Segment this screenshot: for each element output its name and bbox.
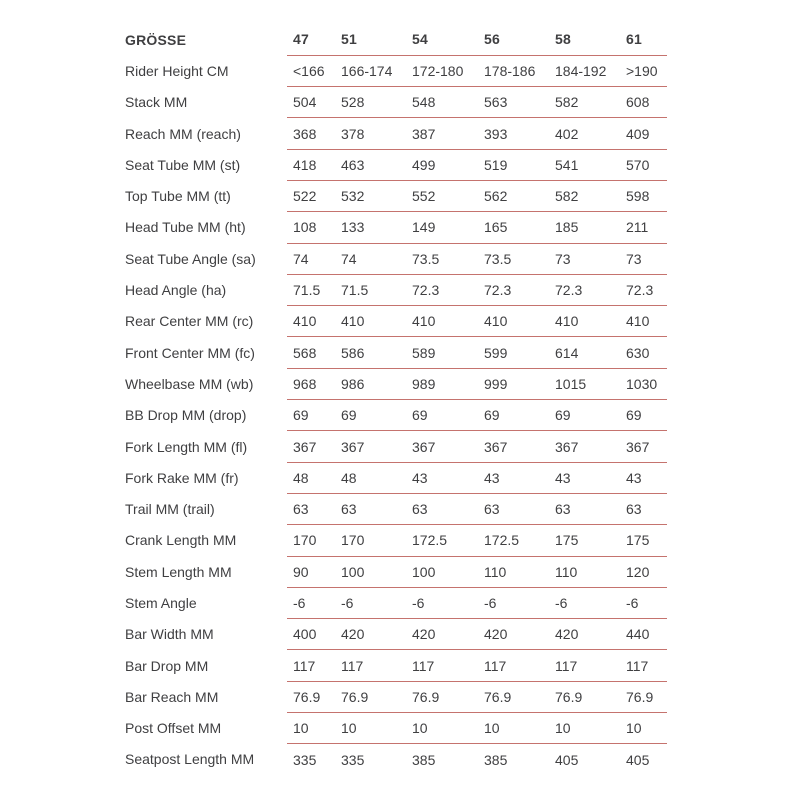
cell-value: 519 <box>478 149 549 180</box>
cell-value: 175 <box>549 525 620 556</box>
table-row <box>125 149 667 180</box>
cell-value: 10 <box>478 713 549 744</box>
table-row <box>125 525 667 556</box>
cell-value: 73.5 <box>406 243 478 274</box>
row-label: Seatpost Length MM <box>125 751 255 768</box>
cell-value: 10 <box>335 713 406 744</box>
cell-value: 10 <box>620 713 667 744</box>
table-row <box>125 556 667 587</box>
cell-value: 184-192 <box>549 55 620 86</box>
cell-value: 117 <box>335 650 406 681</box>
size-header-47: 47 <box>287 24 335 55</box>
cell-value: 568 <box>287 337 335 368</box>
row-label: Rider Height CM <box>125 62 229 79</box>
cell-value: 1030 <box>620 368 667 399</box>
row-label: Stack MM <box>125 94 188 111</box>
row-label: Front Center MM (fc) <box>125 344 255 361</box>
cell-value: 367 <box>287 431 335 462</box>
cell-value: 582 <box>549 180 620 211</box>
cell-value: 178-186 <box>478 55 549 86</box>
cell-value: 410 <box>478 306 549 337</box>
cell-value: 69 <box>478 400 549 431</box>
row-label: Bar Drop MM <box>125 657 209 674</box>
cell-value: 378 <box>335 118 406 149</box>
cell-value: 69 <box>335 400 406 431</box>
table-row <box>125 681 667 712</box>
cell-value: 968 <box>287 368 335 399</box>
cell-value: 393 <box>478 118 549 149</box>
table-row <box>125 118 667 149</box>
row-label: Top Tube MM (tt) <box>125 188 231 205</box>
cell-value: 418 <box>287 149 335 180</box>
cell-value: 72.3 <box>406 274 478 305</box>
cell-value: -6 <box>406 587 478 618</box>
cell-value: 43 <box>620 462 667 493</box>
cell-value: 367 <box>406 431 478 462</box>
cell-value: 614 <box>549 337 620 368</box>
cell-value: 562 <box>478 180 549 211</box>
cell-value: 73 <box>620 243 667 274</box>
cell-value: 10 <box>406 713 478 744</box>
cell-value: 409 <box>620 118 667 149</box>
cell-value: 100 <box>406 556 478 587</box>
cell-value: 10 <box>287 713 335 744</box>
cell-value: 76.9 <box>406 681 478 712</box>
cell-value: 522 <box>287 180 335 211</box>
cell-value: -6 <box>287 587 335 618</box>
cell-value: 630 <box>620 337 667 368</box>
cell-value: 175 <box>620 525 667 556</box>
cell-value: 368 <box>287 118 335 149</box>
cell-value: 110 <box>549 556 620 587</box>
cell-value: 599 <box>478 337 549 368</box>
cell-value: 63 <box>478 493 549 524</box>
cell-value: 367 <box>549 431 620 462</box>
cell-value: 43 <box>478 462 549 493</box>
cell-value: 10 <box>549 713 620 744</box>
cell-value: 420 <box>478 619 549 650</box>
table-row <box>125 400 667 431</box>
cell-value: 69 <box>549 400 620 431</box>
cell-value: 541 <box>549 149 620 180</box>
cell-value: 608 <box>620 87 667 118</box>
cell-value: 76.9 <box>335 681 406 712</box>
table-row <box>125 212 667 243</box>
cell-value: 166-174 <box>335 55 406 86</box>
cell-value: 548 <box>406 87 478 118</box>
row-label: Reach MM (reach) <box>125 125 241 142</box>
cell-value: 108 <box>287 212 335 243</box>
cell-value: 48 <box>287 462 335 493</box>
cell-value: 528 <box>335 87 406 118</box>
size-header-54: 54 <box>406 24 478 55</box>
cell-value: 586 <box>335 337 406 368</box>
cell-value: 110 <box>478 556 549 587</box>
cell-value: 420 <box>406 619 478 650</box>
cell-value: 385 <box>412 751 436 768</box>
cell-value: 117 <box>287 650 335 681</box>
cell-value: 367 <box>335 431 406 462</box>
table-row <box>125 55 667 86</box>
cell-value: 420 <box>549 619 620 650</box>
cell-value: 570 <box>620 149 667 180</box>
cell-value: 410 <box>406 306 478 337</box>
table-row <box>125 180 667 211</box>
cell-value: 71.5 <box>335 274 406 305</box>
cell-value: 185 <box>549 212 620 243</box>
size-header-56: 56 <box>478 24 549 55</box>
cell-value: 74 <box>287 243 335 274</box>
cell-value: 63 <box>549 493 620 524</box>
cell-value: 532 <box>335 180 406 211</box>
cell-value: 410 <box>287 306 335 337</box>
row-label: Fork Length MM (fl) <box>125 438 248 455</box>
cell-value: 69 <box>406 400 478 431</box>
cell-value: 133 <box>335 212 406 243</box>
size-header-label: GRÖSSE <box>125 31 187 48</box>
cell-value: 90 <box>287 556 335 587</box>
row-label: Head Angle (ha) <box>125 282 227 299</box>
row-label: Fork Rake MM (fr) <box>125 469 239 486</box>
cell-value: 117 <box>620 650 667 681</box>
cell-value: 367 <box>478 431 549 462</box>
cell-value: 69 <box>620 400 667 431</box>
cell-value: 410 <box>335 306 406 337</box>
row-label: BB Drop MM (drop) <box>125 407 247 424</box>
cell-value: 986 <box>335 368 406 399</box>
table-row <box>125 619 667 650</box>
cell-value: 43 <box>549 462 620 493</box>
cell-value: 400 <box>287 619 335 650</box>
cell-value: 589 <box>406 337 478 368</box>
table-row <box>125 650 667 681</box>
cell-value: 335 <box>293 751 317 768</box>
cell-value: 120 <box>620 556 667 587</box>
table-row <box>125 87 667 118</box>
cell-value: 170 <box>335 525 406 556</box>
table-row <box>125 431 667 462</box>
row-label: Rear Center MM (rc) <box>125 313 254 330</box>
cell-value: 117 <box>549 650 620 681</box>
row-label: Bar Width MM <box>125 626 214 643</box>
cell-value: >190 <box>620 55 667 86</box>
cell-value: 72.3 <box>620 274 667 305</box>
table-row <box>125 493 667 524</box>
table-header-row <box>125 24 667 55</box>
cell-value: <166 <box>287 55 335 86</box>
table-row <box>125 713 667 744</box>
cell-value: 43 <box>406 462 478 493</box>
cell-value: -6 <box>478 587 549 618</box>
cell-value: 367 <box>620 431 667 462</box>
cell-value: 172.5 <box>406 525 478 556</box>
row-label: Seat Tube MM (st) <box>125 156 241 173</box>
cell-value: 211 <box>620 212 667 243</box>
size-header-51: 51 <box>335 24 406 55</box>
cell-value: 170 <box>287 525 335 556</box>
row-label: Stem Angle <box>125 594 197 611</box>
cell-value: 69 <box>287 400 335 431</box>
cell-value: 76.9 <box>478 681 549 712</box>
size-header-58: 58 <box>549 24 620 55</box>
cell-value: 598 <box>620 180 667 211</box>
cell-value: 72.3 <box>549 274 620 305</box>
geometry-table <box>125 24 667 775</box>
cell-value: 410 <box>620 306 667 337</box>
cell-value: 499 <box>406 149 478 180</box>
cell-value: 76.9 <box>549 681 620 712</box>
cell-value: 76.9 <box>620 681 667 712</box>
cell-value: 76.9 <box>287 681 335 712</box>
table-row <box>125 368 667 399</box>
cell-value: 405 <box>626 751 650 768</box>
row-label: Trail MM (trail) <box>125 501 215 518</box>
cell-value: 63 <box>287 493 335 524</box>
cell-value: -6 <box>620 587 667 618</box>
cell-value: 402 <box>549 118 620 149</box>
row-label: Wheelbase MM (wb) <box>125 375 254 392</box>
row-label: Head Tube MM (ht) <box>125 219 246 236</box>
row-label: Stem Length MM <box>125 563 232 580</box>
cell-value: 149 <box>406 212 478 243</box>
cell-value: 48 <box>335 462 406 493</box>
row-label: Bar Reach MM <box>125 688 219 705</box>
cell-value: 387 <box>406 118 478 149</box>
table-row <box>125 587 667 618</box>
table-row <box>125 306 667 337</box>
cell-value: 410 <box>549 306 620 337</box>
cell-value: 71.5 <box>287 274 335 305</box>
cell-value: 73.5 <box>478 243 549 274</box>
table-row <box>125 462 667 493</box>
cell-value: 989 <box>406 368 478 399</box>
table-row <box>125 274 667 305</box>
cell-value: 440 <box>620 619 667 650</box>
cell-value: 63 <box>406 493 478 524</box>
cell-value: 72.3 <box>478 274 549 305</box>
cell-value: 63 <box>335 493 406 524</box>
cell-value: 100 <box>335 556 406 587</box>
cell-value: 420 <box>335 619 406 650</box>
cell-value: 385 <box>484 751 508 768</box>
cell-value: 172.5 <box>478 525 549 556</box>
table-row <box>125 337 667 368</box>
table-row <box>125 744 667 775</box>
row-label: Post Offset MM <box>125 720 222 737</box>
cell-value: 73 <box>549 243 620 274</box>
size-header-61: 61 <box>620 24 667 55</box>
row-label: Seat Tube Angle (sa) <box>125 250 256 267</box>
cell-value: 117 <box>406 650 478 681</box>
cell-value: -6 <box>549 587 620 618</box>
cell-value: 117 <box>478 650 549 681</box>
cell-value: 74 <box>335 243 406 274</box>
cell-value: 335 <box>341 751 365 768</box>
row-label: Crank Length MM <box>125 532 237 549</box>
cell-value: 563 <box>478 87 549 118</box>
cell-value: 999 <box>478 368 549 399</box>
cell-value: 165 <box>478 212 549 243</box>
cell-value: 463 <box>335 149 406 180</box>
cell-value: 405 <box>555 751 579 768</box>
cell-value: 172-180 <box>406 55 478 86</box>
cell-value: 63 <box>620 493 667 524</box>
cell-value: -6 <box>335 587 406 618</box>
cell-value: 1015 <box>549 368 620 399</box>
cell-value: 582 <box>549 87 620 118</box>
cell-value: 552 <box>406 180 478 211</box>
table-row <box>125 243 667 274</box>
cell-value: 504 <box>287 87 335 118</box>
